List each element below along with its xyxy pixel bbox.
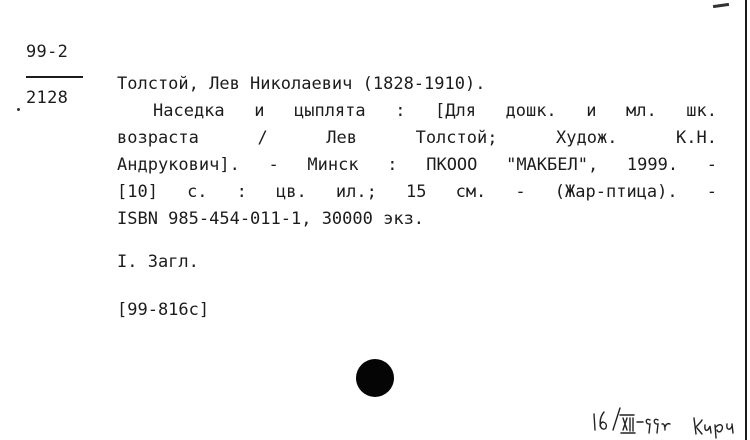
entry-heading: Толстой, Лев Николаевич (1828-1910). [117,74,486,94]
ink-speck [713,3,729,8]
handwritten-signature [590,400,740,440]
punch-hole [356,359,394,397]
entry-line-5: ISBN 985-454-011-1, 30000 экз. [117,209,425,229]
entry-line-4: [10] с. : цв. ил.; 15 см. - (Жар-птица). - [117,182,717,202]
left-margin-numbers [26,40,86,110]
entry-line-2: возраста / Лев Толстой; Худож. К.Н. [117,128,717,148]
bibliographic-entry [117,71,717,233]
tracing-line: I. Загл. [117,252,199,272]
card-edge [745,0,747,440]
number-top: 99-2 [26,42,69,62]
number-bottom: 2128 [26,88,69,108]
margin-divider [26,76,83,78]
entry-line-3: Андрукович]. - Минск : ПКООО "МАКБЕЛ", 1999. - [117,155,717,175]
call-number: [99-816с] [117,300,210,320]
entry-line-1: Наседка и цыплята : [Для дошк. и мл. шк. [153,101,717,121]
margin-dot [17,108,20,111]
